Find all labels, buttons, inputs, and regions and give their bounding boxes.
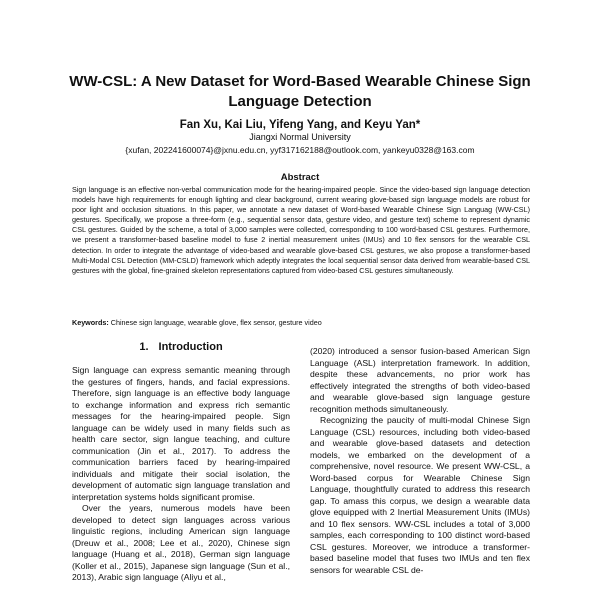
section-number: 1. xyxy=(139,341,149,353)
keywords xyxy=(72,318,530,328)
author-list: Fan Xu, Kai Liu, Yifeng Yang, and Keyu Yan* xyxy=(179,119,421,131)
intro-paragraph-2: Over the years, numerous models have been developed to detect sign languages across various linguistic regions, including American sign language (Dreuw et al., 2008; Lee et al., 2020), Chinese sign language (Huang et al., 2018), German sign language (Koller et al., 2015), Japanese sign language (Sun et al., 2013), Arabic sign language (Aliyu et al., xyxy=(72,503,290,582)
paper-title: WW-CSL: A New Dataset for Word-Based Wearable Chinese Sign Language Detection xyxy=(69,73,531,110)
right-column xyxy=(310,346,530,576)
abstract-heading: Abstract xyxy=(280,172,320,183)
section-title: Introduction xyxy=(158,341,223,353)
keywords-label: Keywords: xyxy=(72,318,109,327)
left-column xyxy=(72,340,290,584)
keywords-text: Chinese sign language, wearable glove, flex sensor, gesture video xyxy=(110,318,322,327)
author-emails: {xufan, 202241600074}@jxnu.edu.cn, yyf317162188@outlook.com, yankeyu0328@163.com xyxy=(125,145,475,155)
intro-paragraph-1: Sign language can express semantic meaning through the gestures of fingers, hands, and facial expressions. Therefore, sign language is an effective body language to exchange information and express rich semantic messages for the hearing-impaired people. Sign language can be widely used in many fields such as health care sector, sign langue teaching, and culture communication (Jin et al., 2017). To address the communication barriers faced by hearing-impaired individuals and mitigate their social isolation, the development of automatic sign language translation and interpretation systems holds significant promise. xyxy=(72,365,290,502)
affiliation: Jiangxi Normal University xyxy=(249,132,351,142)
abstract-text: Sign language is an effective non-verbal communication mode for the hearing-impaired people. Since the video-based sign language detection models have high requirements for enough lighting and clear background, current wearing glove-based sign language models are robust for poor light and occlusion situations. In this paper, we annotate a new dataset of Word-based Wearable Chinese Sign Languag (WW-CSL) gestures. Specifically, we propose a three-form (e.g., sequential sensor data, gesture video, and gesture text) scheme to represent dynamic CSL gestures. Guided by the scheme, a total of 3,000 samples were collected, corresponding to 100 word-based CSL gestures. Furthermore, we present a transformer-based baseline model to fuse 2 inertial measurement unites (IMUs) and 10 flex sensors for the wearable CSL detection. In order to integrate the advantage of video-based and wearable glove-based CSL gestures, we also propose a transformer-based Multi-Modal CSL Detection (MM-CSLD) framework which adeptly integrates the local sequential sensor data derived from wearable-based CSL gestures with the global, fine-grained skeleton representations captured from video-based CSL gestures simultaneously. xyxy=(72,185,530,275)
intro-paragraph-3: (2020) introduced a sensor fusion-based American Sign Language (ASL) interpretation framework. In addition, despite these advancements, no prior work has effectively integrated the strengths of both video-based and wearable glove-based sign language gesture recognition methods simultaneously. xyxy=(310,346,530,414)
section-heading xyxy=(72,340,290,354)
intro-paragraph-4: Recognizing the paucity of multi-modal Chinese Sign Language (CSL) resources, including both video-based and wearable glove-based datasets and detection models, we embarked on the development of a comprehensive, novel resource. We present WW-CSL, a Word-based corpus for Wearable Chinese Sign Language, thoughtfully curated to address this research gap. To amass this corpus, we design a wearable data glove equipped with 2 Inertial Measurement Units (IMUs) and 10 flex sensors. WW-CSL includes a total of 3,000 samples, each corresponding to 100 distinct word-based CSL gestures. Moreover, we introduce a transformer-based baseline model that fuses two IMUs and ten flex sensors for wearable CSL de- xyxy=(310,415,530,575)
